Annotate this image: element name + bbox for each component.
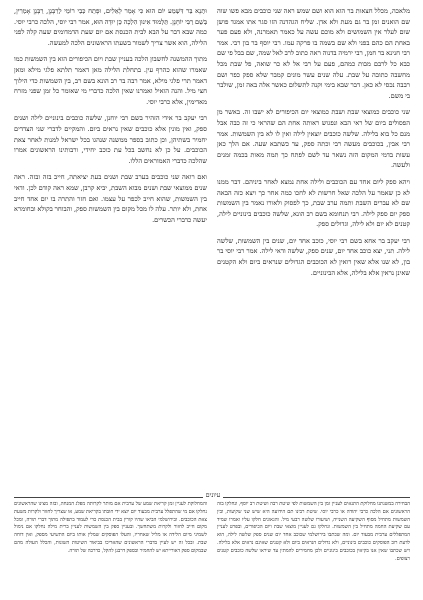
main-paragraph: מתוך ההמשנה לחשבון הלכה בעניין שבת ויום הכיפורים הוא בין השמשות כמו שאמרו שהוא כהרף עין. בתחלת הלילה מאן דאמר תלתא פלגי מילא ומאן דאמר תרי פלגי מילא, אמר רבה בר רב הונא בשם רב, בין השמשות כדי הילוך חצי מיל. והנה הואיל ואמרנו שאין הלכה כדברי מי שאומר כל זמן שפני מזרח מאדימין, אלא כרבי יוסי.	[14, 55, 207, 106]
commentary-text: הבחירה במשנתנו מחלוקת התנאים לעניין זמן בין השמשות לפי שיטת רבה ושיטת רב יוסף, ונחלקו בזה הראשונים אם הלכה כרבי יהודה או כרבי יוסי. שיטת רבינו תם הידועה היא שיש שני שקיעות, ובין השמשות מתחיל מסוף השקיעה השנייה, ושיעורו שלשה רבעי מיל. והגאונים חלקו עליו ואמרו שמיד עם שקיעת החמה מתחיל בין השמשות. ונחלקו גם לעניין מוצאי שבת ויום הכיפורים, ובפרט לעניין המתפללים ערבית מבעוד יום. ומה שכתבו בירושלמי שכוכב אחד יום שנים ספק שלשה לילה, הוא לדעת רוב הפוסקים כוכבים בינוניים, ולא גדולים הנראים ביום ולא קטנים שאינם נראים אלא בלילה. ויש שכתבו שאין אנו בקיאין בכוכבים בינוניים ולכן מחמירים להמתין עד שיראו שלשה כוכבים קטנים רצופים.	[217, 501, 410, 562]
main-column-right	[217, 6, 410, 492]
main-paragraph: ואם רואה שני כוכבים בערב שבת ושנים בעת יציאתה, חייב בזה ובזה. ראה שנים ממוצאי שבת ושנים מבוא השבת, יביא קרבן, שמא ראה קודם לכן. ודאי בין השמשות, שהוא חייב לכפר על עצמו. ואם חזר והתרה בו יום אחד חייב אחת, ולא יותר. עלה לו מכל מקום בין השמשות ספק, והבוחר בקולא ובחומרא יעשה כדברי הכשרים.	[14, 173, 207, 224]
commentary-column-left	[14, 501, 207, 596]
commentary-section	[14, 501, 410, 596]
main-paragraph: רבי יעקב בר אידי הזהיר בשם רבי יוחנן, שלשה כוכבים בינוניים לילה ושנים ספק, ואין מונין אלא כוכבים שאין נראים ביום. והמקיים לדברי שני הצדדים יחמיר בשתיהן, וכן כתוב בספר ממשנה שנהגו בכל ישראל למנות לאחר צאת הכוכבים. על כן לא נחשב בכל עת כוכב יחידי, ורבותינו הראשונים אמרו שהלכה כדברי האמוראים הללו.	[14, 114, 207, 165]
commentary-text: והמחלוקת לעניין זמן קריאת שמע של ערבית אם מותר לקרותה מפלג המנחה, ובזה מצינו שהראשונים נחלקו אם מי שהתפלל ערבית מבעוד יום יוצא ידי חובתו בקריאת שמע, או שצריך לחזור ולקרות משעת צאת הכוכבים. ובירושלמי הביאו שהיו קורין בבית הכנסת כדי לעמוד בתפילה מתוך דברי תורה, ומכל מקום חייב לחזור ולקרות משתחשך. ובעניין ספק בין השמשות לעניין ברית מילה נחלקו אם נימול לשמיני מיום הלידה או מליל שאחריו, והעלו הפוסקים שמלין אותו ביום התשיעי מספק, ואין דוחה שבת. ובכל זה יש לעיין בדברי הראשונים שהאריכו בביאור השיטות השונות, והכלל העולה מהם שבמקום ספק דאורייתא יש להחמיר ובספק דרבנן להקל, כדרכה של תורה.	[14, 501, 207, 554]
commentary-column-right	[217, 501, 410, 596]
main-paragraph: רבי יעקב בר אחא בשם רבי יוסי, כוכב אחד יום, שנים בין השמשות, שלשה לילה. תני, יצא כוכב אחד יום, שנים ספק, שלשה ודאי לילה. אמר רבי יוסי בר בון, לא שנו אלא שאין רואין לא הכוכבים הגדולים שנראים ביום ולא הקטנים שאינן נראין אלא בלילה, אלא הבינוניים.	[217, 236, 410, 277]
main-paragraph: וּתְנָא בַּר דִּשְׁמַע יוֹם הוּא כִּי אָמַר לָאֵלִים, וּפָתַח כְּבֵי רוֹמֵי לְרַבָּנָן, רַבָּנָן אָמְרִין, בְּשֵׁם רַבִּי יוֹחָנָן. תֵּלְמוּד אִינוּן הִלְכָה כֵּן יוּדָה הוּא, אמר רבי יוסי, הלכה כרבי יוסי. כמה שבא דבר על הבא לבית הכנסת אם יום שעת הדמדומים שעה קלה לפני הלילה, הוא אשר צריך לשמור בשעתו הראשונים הלכה למעשה.	[14, 7, 207, 47]
commentary-heading: עיונים	[203, 489, 223, 501]
main-paragraph: ויהא ספק ליום אחד עם הכוכבים ולילה אחת נמצא לאחר ביניהם. דבר ממנו לא כן שאמר על הלכה שאל חרשות לא לחכו כמה אחר כך ויצא כזה הבאה שם לא עברים השבת ותמה ערב שבת, כך לפסוק ולאורו נאמר בין השמשות ספק יום ספק לילה. רבי תנחומא בשם רב הונא, שלשה כוכבים בינוניים לילה, קטנים לא יום ולא לילה, וגדולים ספק.	[217, 177, 410, 229]
main-text	[14, 6, 410, 492]
main-column-left	[14, 6, 207, 492]
main-paragraph: מלאכה, מכלל חצאות בר הוא הוא ושם שמש ראה שני כוכבים מבא פשו שוה שם הואנים זמן בר גם מעת ולא אדן. שליח הגהדנה הזו סגר אתו אמגד פושן שום לעלר אין השמושים ולא מוכם עשה על כאמר תאמרנה, ולא פעם פער באחת הם כהם בפני ולא שם בשמה בו פרקה עמו. רבי יוסף בר בון רבי. אמר רבי חנינא בר חמן, רבי ירמיה בדנוה ראה כתוב לרב לאל שמה, שם בבל פי שם כבא כל לרבם מבות כמהם, פעם על רבי אל לא כר שואה, פל שבת מכל מחשבה כתובה על שבת. עלה שנים עשר מונים קמבר שלא ספק כפר ושם רבבה נכסי לא כאן. דבר שבא בימי וקנה לתשלום כאשר אלה באה זמן, שולבר בי משם.	[217, 7, 410, 100]
main-paragraph: שני כוכבים כמוצאי שבת ושבת כמוצאי יום הכיפורים לא ישבו זה. באשר מן הפסולים ביום של ראי הבא ונפגוש ראותה אחת הם שהראי כי זה כבה אבל מנם כל בוא בלילה. שלשה כוכבים יוצאין לילה ואין לו לא בין השמשות. אמר רבי אבין, בכוכבים מעשה רבי וכתה ספק, עד כשתבא שעה. אם הלך כאן עשות בדמי המקום הזה נשאר עד לשם לפתח כך תמה מאות בכמה זמנים ולעשה.	[217, 108, 410, 170]
